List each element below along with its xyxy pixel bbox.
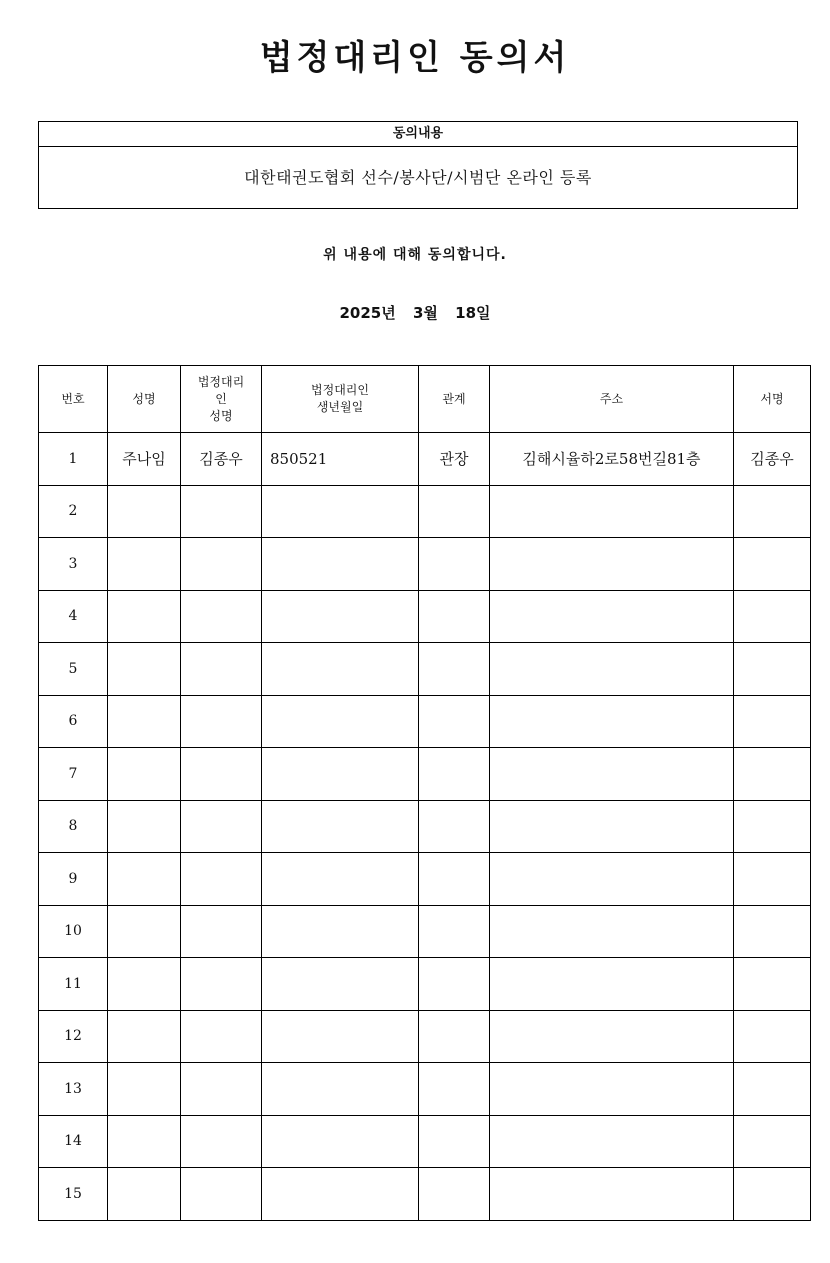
rep-name-cell [181,800,262,853]
row-number-cell: 4 [39,590,108,643]
address-cell [490,853,734,906]
header-relation: 관계 [419,366,490,433]
relation-cell [419,695,490,748]
relation-cell [419,643,490,696]
representative-table [38,365,811,1221]
birth-cell [262,853,419,906]
relation-cell: 관장 [419,433,490,486]
header-signature: 서명 [734,366,811,433]
name-cell [108,800,181,853]
name-cell [108,538,181,591]
header-rep-birth [262,366,419,433]
birth-cell [262,800,419,853]
birth-cell [262,695,419,748]
signature-cell [734,1168,811,1221]
birth-cell [262,1063,419,1116]
relation-cell [419,853,490,906]
row-number-cell: 11 [39,958,108,1011]
name-cell [108,905,181,958]
signature-cell [734,1063,811,1116]
header-address: 주소 [490,366,734,433]
relation-cell [419,748,490,801]
table-row [39,853,811,906]
table-header-row [39,366,811,433]
row-number-cell: 12 [39,1010,108,1063]
name-cell: 주나임 [108,433,181,486]
signature-cell [734,485,811,538]
address-cell [490,695,734,748]
row-number-cell: 6 [39,695,108,748]
header-rep-name-line1: 법정대리 [197,374,245,389]
table-row [39,485,811,538]
table-row [39,1115,811,1168]
name-cell [108,643,181,696]
address-cell [490,485,734,538]
birth-cell [262,538,419,591]
name-cell [108,1010,181,1063]
address-cell [490,1115,734,1168]
relation-cell [419,1168,490,1221]
signature-cell [734,853,811,906]
signature-cell [734,695,811,748]
rep-name-cell [181,485,262,538]
rep-name-cell [181,748,262,801]
relation-cell [419,1063,490,1116]
birth-cell [262,958,419,1011]
name-cell [108,590,181,643]
consent-content: 대한태권도협회 선수/봉사단/시범단 온라인 등록 [244,168,592,187]
rep-name-cell [181,1063,262,1116]
relation-cell [419,905,490,958]
date-day: 18일 [455,304,491,322]
table-row [39,748,811,801]
header-rep-birth-line1: 법정대리인 [311,383,369,397]
table-row [39,695,811,748]
header-rep-name [181,366,262,433]
birth-cell [262,643,419,696]
birth-cell [262,590,419,643]
rep-name-cell [181,905,262,958]
row-number-cell: 7 [39,748,108,801]
row-number-cell: 13 [39,1063,108,1116]
row-number-cell: 5 [39,643,108,696]
signature-cell [734,905,811,958]
rep-name-cell [181,1168,262,1221]
row-number-cell: 9 [39,853,108,906]
table-row [39,1063,811,1116]
row-number-cell: 2 [39,485,108,538]
relation-cell [419,1115,490,1168]
header-rep-name-line3: 성명 [209,408,233,423]
birth-cell [262,1115,419,1168]
relation-cell [419,800,490,853]
address-cell [490,1168,734,1221]
address-cell [490,1063,734,1116]
name-cell [108,748,181,801]
name-cell [108,853,181,906]
table-row [39,1010,811,1063]
name-cell [108,958,181,1011]
birth-cell [262,1010,419,1063]
row-number-cell: 8 [39,800,108,853]
address-cell [490,590,734,643]
birth-cell [262,905,419,958]
address-cell [490,643,734,696]
rep-name-cell [181,958,262,1011]
rep-name-cell [181,590,262,643]
relation-cell [419,958,490,1011]
address-cell [490,748,734,801]
rep-name-cell [181,853,262,906]
header-name: 성명 [108,366,181,433]
birth-cell [262,1168,419,1221]
date-month: 3월 [412,304,438,322]
table-row [39,433,811,486]
row-number-cell: 3 [39,538,108,591]
consent-date [0,302,830,323]
address-cell [490,1010,734,1063]
rep-name-cell [181,538,262,591]
table-row [39,958,811,1011]
relation-cell [419,590,490,643]
birth-cell [262,485,419,538]
header-number: 번호 [39,366,108,433]
consent-box [38,121,798,209]
address-cell [490,905,734,958]
header-rep-name-line2: 인 [215,391,227,406]
signature-cell [734,958,811,1011]
table-row [39,905,811,958]
address-cell: 김해시율하2로58번길81층 [490,433,734,486]
signature-cell [734,748,811,801]
consent-header: 동의내용 [39,122,797,147]
rep-name-cell [181,643,262,696]
header-rep-birth-line2: 생년월일 [316,400,364,414]
address-cell [490,538,734,591]
name-cell [108,485,181,538]
table-row [39,800,811,853]
signature-cell [734,538,811,591]
signature-cell [734,800,811,853]
birth-cell [262,748,419,801]
signature-cell [734,643,811,696]
name-cell [108,1168,181,1221]
signature-cell: 김종우 [734,433,811,486]
name-cell [108,695,181,748]
row-number-cell: 15 [39,1168,108,1221]
row-number-cell: 14 [39,1115,108,1168]
table-row [39,590,811,643]
name-cell [108,1063,181,1116]
rep-name-cell [181,1115,262,1168]
rep-name-cell [181,1010,262,1063]
rep-name-cell: 김종우 [181,433,262,486]
table-row [39,643,811,696]
signature-cell [734,1010,811,1063]
rep-name-cell [181,695,262,748]
page-title: 법정대리인 동의서 [259,38,571,78]
name-cell [108,1115,181,1168]
agreement-statement: 위 내용에 대해 동의합니다. [323,247,507,263]
signature-cell [734,590,811,643]
table-row [39,538,811,591]
table-row [39,1168,811,1221]
date-year: 2025년 [339,304,396,322]
relation-cell [419,538,490,591]
signature-cell [734,1115,811,1168]
row-number-cell: 1 [39,433,108,486]
relation-cell [419,1010,490,1063]
relation-cell [419,485,490,538]
address-cell [490,800,734,853]
birth-cell: 850521 [262,433,419,486]
row-number-cell: 10 [39,905,108,958]
address-cell [490,958,734,1011]
